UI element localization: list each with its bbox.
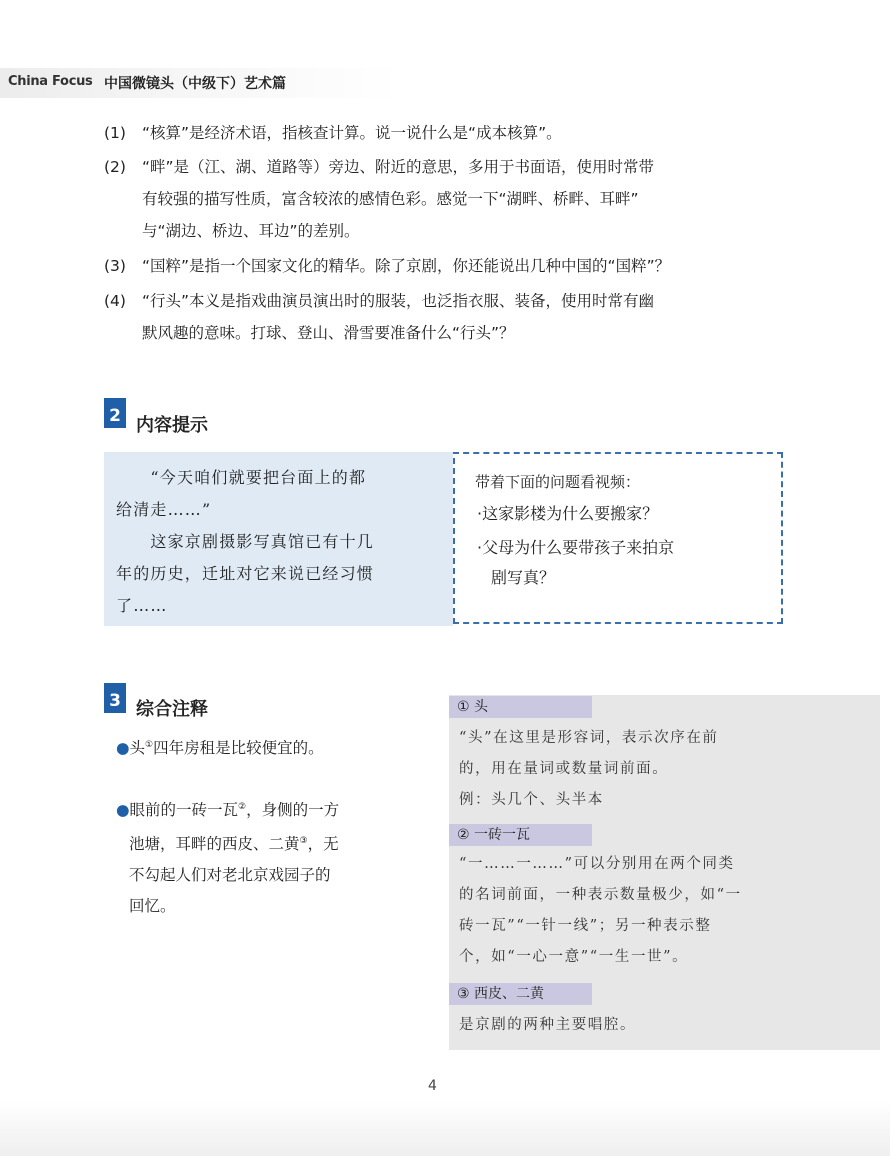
question-2: (2) “畔”是（江、湖、道路等）旁边、附近的意思，多用于书面语，使用时常带 有较强的描写性质，富含较浓的感情色彩。感觉一下“湖畔、桥畔、耳畔” 与“湖边、桥边、耳边”的差别。: [104, 158, 655, 240]
section-3-title: 综合注释: [136, 699, 208, 720]
book-title: 中国微镜头（中级下）艺术篇: [104, 76, 286, 92]
question-4: (4) “行头”本义是指戏曲演员演出时的服装，也泛指衣服、装备，使用时常有幽 默风趣的意味。打球、登山、滑雪要准备什么“行头”？: [104, 292, 655, 342]
question-3: (3) “国粹”是指一个国家文化的精华。除了京剧，你还能说出几种中国的“国粹”？: [104, 257, 671, 275]
question-1: (1) “核算”是经济术语，指核查计算。说一说什么是“成本核算”。: [104, 124, 562, 142]
footer-fade: [0, 1100, 890, 1156]
note-tag-2: ② 一砖一瓦: [449, 824, 592, 846]
bullet-icon: ●: [116, 801, 130, 820]
section-2-title: 内容提示: [136, 415, 208, 436]
note-text: “一……一……”可以分别用在两个同类: [459, 856, 735, 872]
note-text: “头”在这里是形容词，表示次序在前: [459, 730, 719, 746]
page-number: 4: [428, 1078, 437, 1094]
note-text: 个，如“一心一意”“一生一世”。: [459, 949, 689, 965]
prompt-title: 带着下面的问题看视频：: [475, 473, 641, 491]
note-text: 的，用在量词或数量词前面。: [459, 761, 669, 777]
prompt-question-2: ·父母为什么要带孩子来拍京: [477, 538, 675, 557]
prompt-panel: [453, 452, 783, 624]
example-sentence-1: ●头①四年房租是比较便宜的。: [116, 739, 324, 758]
prompt-question-2-cont: 剧写真？: [491, 568, 556, 587]
note-text: 砖一瓦”“一针一线”；另一种表示整: [459, 918, 712, 934]
excerpt-panel: “今天咱们就要把台面上的都 给清走……” 这家京剧摄影写真馆已有十几 年的历史，迁址对它来说已经习惯 了……: [104, 452, 453, 626]
prompt-question-1: ·这家影楼为什么要搬家？: [477, 504, 659, 523]
section-2-number: 2: [104, 398, 126, 428]
bullet-icon: ●: [116, 739, 130, 758]
note-text: 是京剧的两种主要唱腔。: [459, 1017, 637, 1033]
note-text: 例：头几个、头半本: [459, 792, 604, 808]
note-tag-3: ③ 西皮、二黄: [449, 983, 592, 1005]
note-text: 的名词前面，一种表示数量极少，如“一: [459, 887, 742, 903]
series-brand: China Focus: [8, 74, 93, 89]
section-3-number: 3: [104, 683, 126, 713]
example-sentence-2: ●眼前的一砖一瓦②，身侧的一方 池塘，耳畔的西皮、二黄③，无 不勾起人们对老北京戏园子的 回忆。: [116, 801, 340, 916]
note-tag-1: ① 头: [449, 696, 592, 718]
